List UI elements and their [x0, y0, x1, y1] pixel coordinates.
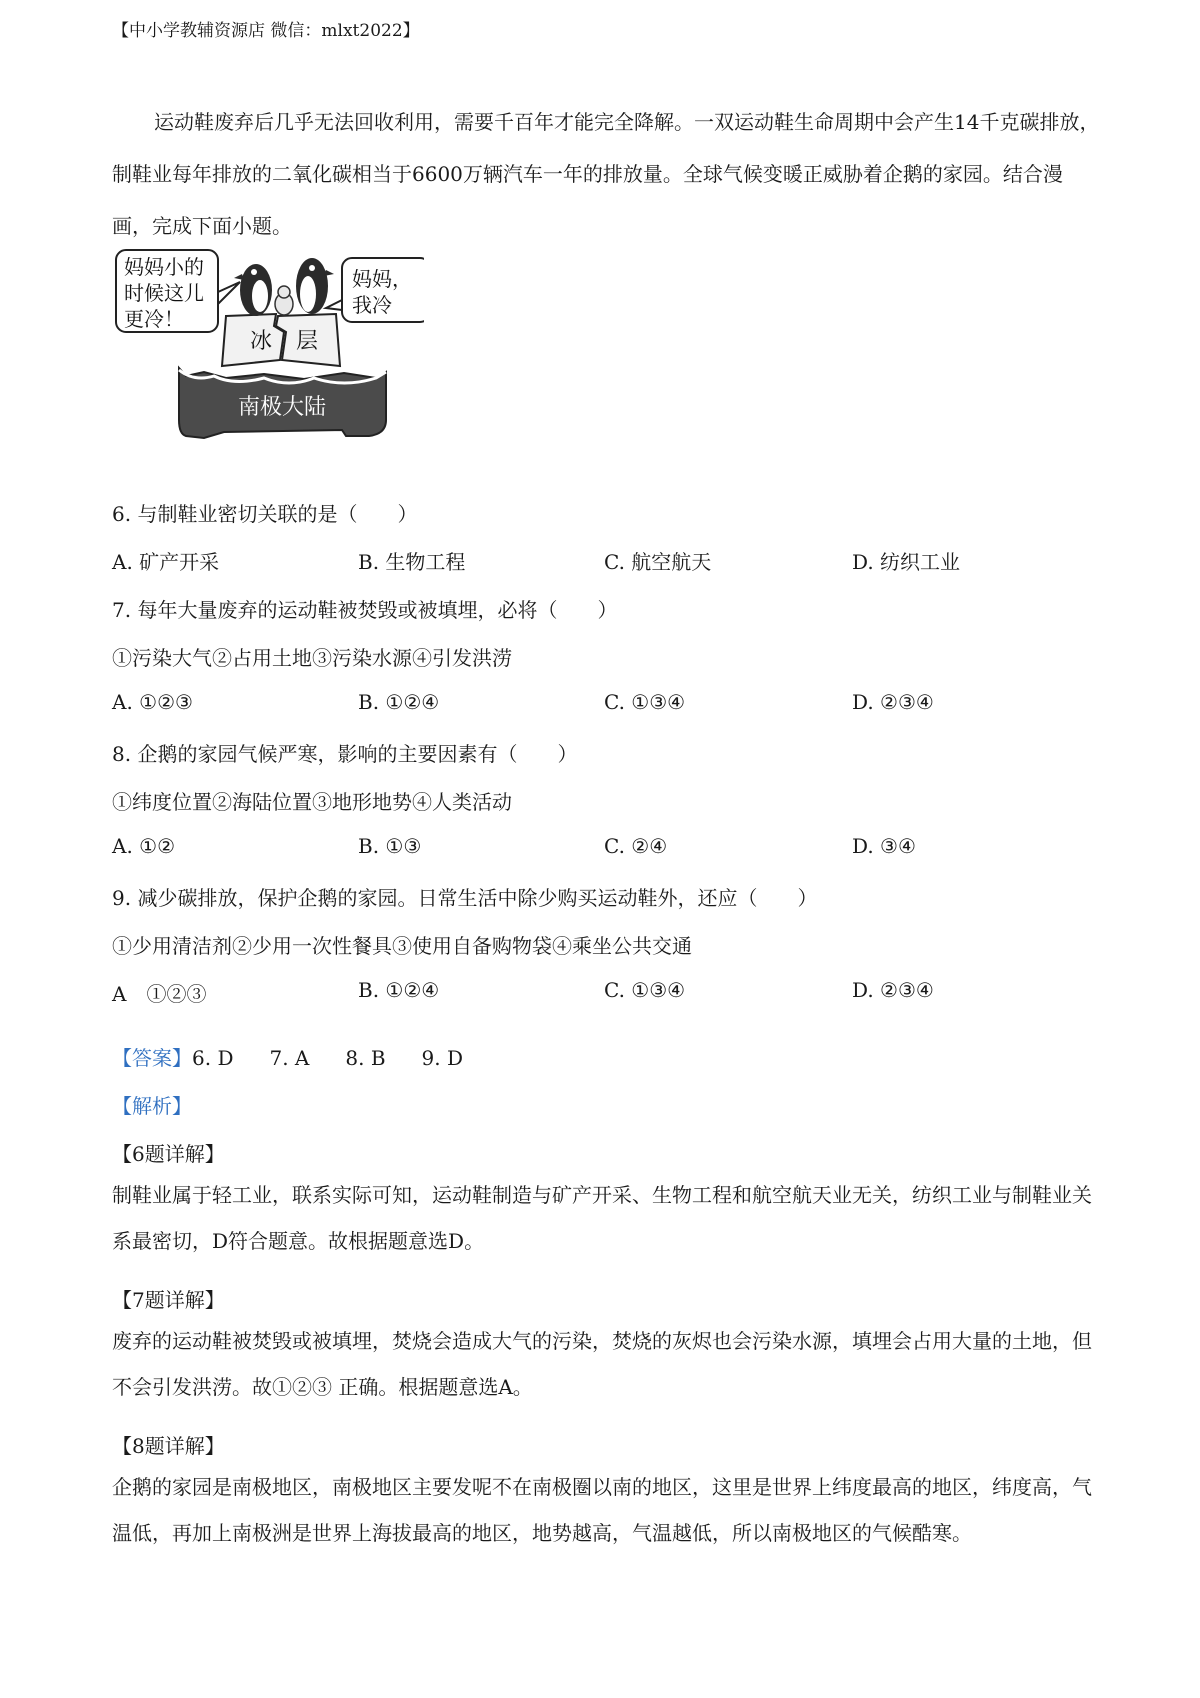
q7-option-c: C. ①③④: [604, 690, 686, 714]
q8-option-b: B. ①③: [358, 834, 422, 858]
penguin-comic-illustration: [114, 248, 424, 478]
question-6-stem: 6. 与制鞋业密切关联的是（ ）: [112, 502, 418, 526]
question-9-stem: 9. 减少碳排放，保护企鹅的家园。日常生活中除少购买运动鞋外，还应（ ）: [112, 886, 818, 910]
answer-label: 【答案】: [112, 1046, 192, 1070]
q7-option-d: D. ②③④: [852, 690, 934, 714]
q9-option-a: A ①②③: [112, 982, 207, 1006]
intro-paragraph: 运动鞋废弃后几乎无法回收利用，需要千百年才能完全降解。一双运动鞋生命周期中会产生14千克碳排放，制鞋业每年排放的二氧化碳相当于6600万辆汽车一年的排放量。全球气候变暖正威胁着企鹅的家园。结合漫画，完成下面小题。: [112, 110, 1100, 238]
detail-8-title: 【8题详解】: [112, 1434, 225, 1458]
detail-6-text: 制鞋业属于轻工业，联系实际可知，运动鞋制造与矿产开采、生物工程和航空航天业无关，纺织工业与制鞋业关系最密切，D符合题意。故根据题意选D。: [112, 1183, 1092, 1253]
q8-option-c: C. ②④: [604, 834, 668, 858]
analysis-label: 【解析】: [112, 1094, 192, 1118]
bubble-right-line-2: 我冷: [352, 293, 392, 317]
page-header: 【中小学教辅资源店 微信：mlxt2022】: [112, 21, 420, 41]
q6-option-b: B. 生物工程: [358, 550, 466, 574]
q9-option-b: B. ①②④: [358, 978, 440, 1002]
q9-option-c: C. ①③④: [604, 978, 686, 1002]
answer-row: [112, 1042, 499, 1071]
question-8-stem: 8. 企鹅的家园气候严寒，影响的主要因素有（ ）: [112, 742, 578, 766]
bubble-left-line-2: 时候这儿: [124, 281, 204, 305]
detail-7-text: 废弃的运动鞋被焚毁或被填埋，焚烧会造成大气的污染，焚烧的灰烬也会污染水源，填埋会占用大量的土地，但不会引发洪涝。故①②③ 正确。根据题意选A。: [112, 1329, 1092, 1399]
detail-6-title: 【6题详解】: [112, 1142, 225, 1166]
q8-option-d: D. ③④: [852, 834, 916, 858]
q9-option-d: D. ②③④: [852, 978, 934, 1002]
q7-option-a: A. ①②③: [112, 690, 193, 714]
answer-item: 9. D: [421, 1046, 463, 1070]
q8-option-a: A. ①②: [112, 834, 176, 858]
answer-item: 8. B: [345, 1046, 386, 1070]
penguin-chick-icon: [275, 286, 293, 315]
ice-label-1: 冰: [250, 329, 273, 354]
detail-7-title: 【7题详解】: [112, 1288, 225, 1312]
answer-item: 6. D: [192, 1046, 234, 1070]
question-9-items: ①少用清洁剂②少用一次性餐具③使用自备购物袋④乘坐公共交通: [112, 934, 692, 958]
penguin-mother-icon: [234, 264, 272, 316]
land-label: 南极大陆: [238, 395, 327, 420]
question-7-items: ①污染大气②占用土地③污染水源④引发洪涝: [112, 646, 512, 670]
bubble-left-line-3: 更冷！: [124, 307, 184, 331]
question-8-items: ①纬度位置②海陆位置③地形地势④人类活动: [112, 790, 512, 814]
bubble-right-line-1: 妈妈，: [352, 267, 412, 291]
q6-option-d: D. 纺织工业: [852, 550, 961, 574]
q6-option-c: C. 航空航天: [604, 550, 712, 574]
q7-option-b: B. ①②④: [358, 690, 440, 714]
bubble-left-line-1: 妈妈小的: [124, 255, 204, 279]
question-7-stem: 7. 每年大量废弃的运动鞋被焚毁或被填埋，必将（ ）: [112, 598, 618, 622]
penguin-father-icon: [296, 258, 334, 314]
q6-option-a: A. 矿产开采: [112, 550, 220, 574]
ice-label-2: 层: [296, 329, 319, 354]
detail-8-text: 企鹅的家园是南极地区，南极地区主要发呢不在南极圈以南的地区，这里是世界上纬度最高的地区，纬度高，气温低，再加上南极洲是世界上海拔最高的地区，地势越高，气温越低，所以南极地区的气候酷寒。: [112, 1475, 1092, 1545]
answer-item: 7. A: [269, 1046, 310, 1070]
